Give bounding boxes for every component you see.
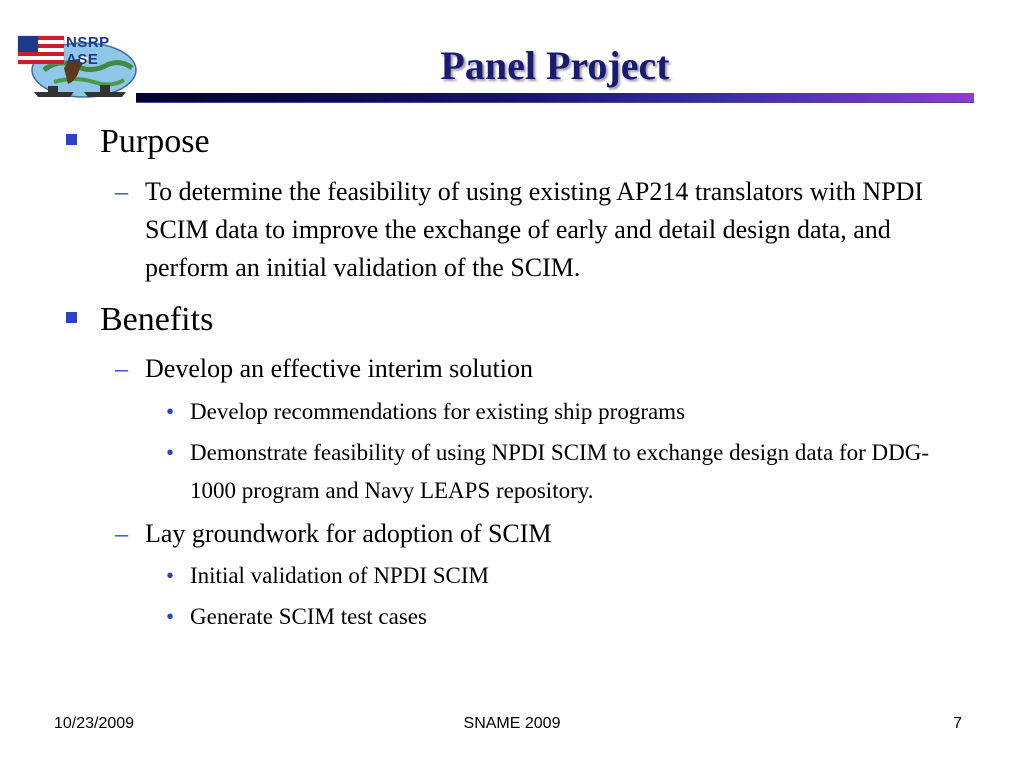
list-item-text: Develop recommendations for existing ship programs	[190, 399, 686, 424]
footer-date: 10/23/2009	[54, 715, 135, 732]
title-rule	[136, 93, 974, 103]
list-item	[166, 393, 950, 431]
sub-bullet-interim	[115, 350, 965, 388]
sub-bullet-text: Lay groundwork for adoption of SCIM	[145, 519, 552, 548]
sub-bullet-text: To determine the feasibility of using existing AP214 translators with NPDI SCIM data to improve the exchange of early and detail design data, and perform an initial validation of the SCIM.	[145, 177, 924, 282]
sub-bullet-purpose	[115, 173, 965, 287]
square-bullet-icon	[66, 134, 77, 145]
list-item-text: Demonstrate feasibility of using NPDI SCIM to exchange design data for DDG-1000 program and Navy LEAPS repository.	[190, 440, 930, 503]
dot-bullet-icon: •	[166, 604, 175, 629]
dash-bullet-icon: –	[115, 519, 128, 548]
dash-bullet-icon: –	[115, 354, 128, 383]
slide-title: Panel Project	[440, 43, 670, 88]
sub-bullet-text: Develop an effective interim solution	[145, 354, 533, 383]
dash-bullet-icon: –	[115, 177, 128, 206]
bullet-heading: Benefits	[100, 301, 214, 338]
bullet-benefits	[100, 300, 213, 340]
logo-text: NSRP ASE	[66, 34, 110, 68]
list-item-text: Initial validation of NPDI SCIM	[190, 563, 489, 588]
footer-center: SNAME 2009	[463, 715, 561, 732]
page-number: 7	[953, 715, 962, 732]
bullet-purpose	[100, 122, 210, 162]
list-item	[166, 598, 950, 636]
list-item	[166, 434, 950, 510]
logo	[14, 30, 138, 102]
dot-bullet-icon: •	[166, 440, 175, 465]
square-bullet-icon	[66, 312, 77, 323]
dot-bullet-icon: •	[166, 399, 175, 424]
dot-bullet-icon: •	[166, 563, 175, 588]
bullet-heading: Purpose	[100, 123, 210, 160]
list-item-text: Generate SCIM test cases	[190, 604, 427, 629]
sub-bullet-groundwork	[115, 515, 965, 553]
list-item	[166, 557, 950, 595]
